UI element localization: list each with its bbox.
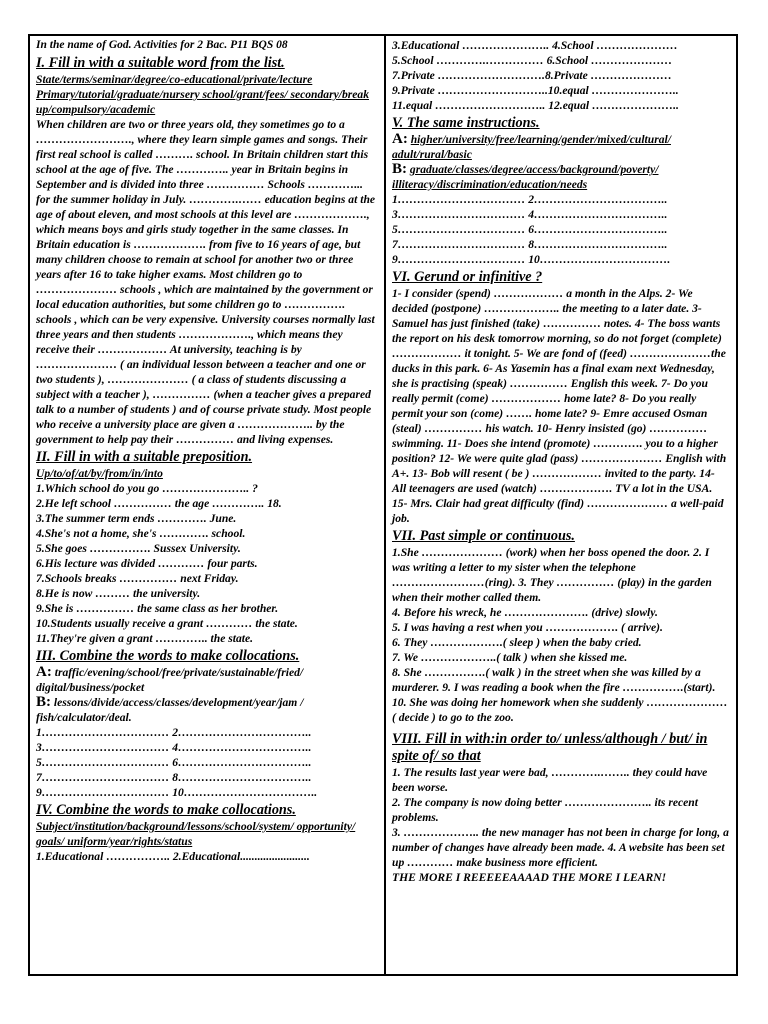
answer-line: 1…………………………… 2…………………………….. [36,726,312,739]
list-item: 4. Before his wreck, he …………………. (drive) slowly. [392,606,658,619]
answer-line: 3…………………………… 4…………………………….. [392,208,668,221]
section-7-text: 1.She ………………… (work) when her boss opened the door. 2. I was writing a letter to my sister when the telephone ……………………(ring). 3. They …………… (play) in the garden when their mother called them. [392,546,712,604]
section-4-word-list: Subject/institution/background/lessons/school/system/ opportunity/ goals/ uniform/year/rights/status [36,820,356,848]
section-1-text: When children are two or three years old, they sometimes go to a ……………………., where they learn simple games and songs. Their first real school is called ………. school. In Britain children start this school at the age of five. The ………….. year in Britain begins in September and is divided into three …………… Schools …………... for the summer holiday in July. ………….…… education begins at the age of about eleven, and most schools at this level are ………………., which means boys and girls study together in the same classes. In Britain education is ………………. from five to 16 years of age, but many children choose to remain at school for another two or three years after 16 to take higher exams. Most children go to ………………… schools , which are maintained by the government or local education authorities, but some children go to ……………. schools , which can be very expensive. University courses normally last three years and then students ………………., which means they receive their ……………… At university, teaching is by ………………… ( an individual lesson between a teacher and one or two students ), ………………… ( a class of students discussing a subject with a teacher ), …………… (when a teacher gives a prepared talk to a number of students ) and of course private study. Most people who receive a university place are given a ……………….. by the government to help pay their …………… and living expenses. [36,118,376,446]
answer-line: 5.School ………….…………… 6.School ………………… [392,54,673,67]
section-6-heading: VI. Gerund or infinitive ? [392,269,543,285]
list-item: 6.His lecture was divided ………… four parts. [36,557,258,570]
section-3-heading: III. Combine the words to make collocations. [36,648,300,664]
list-item: 8.He is now ……… the university. [36,587,201,600]
list-item: 4.She's not a home, she's …………. school. [36,527,246,540]
answer-line: 9.Private ………………………..10.equal ………………….. [392,84,679,97]
list-item: 10.Students usually receive a grant ………… the state. [36,617,298,630]
answer-line: 5…………………………… 6…………………………….. [392,223,668,236]
list-item: 7. We ………………..( talk ) when she kissed me. [392,651,628,664]
answer-line: 9…………………………… 10…………………………….. [36,786,318,799]
closing-motto: THE MORE I REEEEEAAAAD THE MORE I LEARN! [392,871,667,884]
list-a-words: traffic/evening/school/free/private/sustainable/fried/ digital/business/pocket [36,666,304,694]
answer-line: 9…………………………… 10……………………………. [392,253,671,266]
list-item: 5. I was having a rest when you ………………. ( arrive). [392,621,663,634]
section-3-list-b [36,695,378,725]
section-7-heading: VII. Past simple or continuous. [392,528,575,544]
section-5-heading: V. The same instructions. [392,115,540,131]
section-7-text-continued: 8. She …………….( walk ) in the street when she was killed by a murderer. 9. I was reading a book when the fire …………….(start). 10. She was doing her homework when she suddenly ………………… ( decide ) to go to the zoo. [392,666,728,724]
worksheet [28,34,738,976]
list-item: 9.She is …………… the same class as her brother. [36,602,279,615]
list-item: 7.Schools breaks …………… next Friday. [36,572,239,585]
answer-line: 1.Educational …………….. 2.Educational........................ [36,850,310,863]
list-item: 1. The results last year were bad, ………….…….. they could have been worse. [392,766,708,794]
answer-line: 1…………………………… 2…………………………….. [392,193,668,206]
answer-line: 7…………………………… 8…………………………….. [392,238,668,251]
list-a-label: A: [392,131,408,147]
section-1-word-list: State/terms/seminar/degree/co-educational/private/lecture Primary/tutorial/graduate/nursery school/grant/fees/ secondary/break up/compulsory/academic [36,73,370,116]
list-item: 1.Which school do you go ………………….. ? [36,482,258,495]
section-8-heading-label: VIII. Fill in with: [392,731,496,747]
section-2-heading: II. Fill in with a suitable preposition. [36,449,253,465]
section-4-heading: IV. Combine the words to make collocations. [36,802,296,818]
section-8-heading-options: in order to/ unless/although / but/ in spite of/ so that [392,731,708,764]
section-1-heading: I. Fill in with a suitable word from the list. [36,55,285,71]
list-b-label: B: [392,161,407,177]
answer-line: 7.Private ……………………….8.Private ………………… [392,69,672,82]
section-3-list-a [36,665,378,695]
list-item: 11.They're given a grant ………….. the state. [36,632,254,645]
section-2-word-list: Up/to/of/at/by/from/in/into [36,467,163,480]
list-item: 2.He left school …………… the age ………….. 18. [36,497,282,510]
right-column [386,36,736,974]
answer-line: 5…………………………… 6…………………………….. [36,756,312,769]
answer-line: 3.Educational ………………….. 4.School ………………… [392,39,678,52]
list-b-label: B: [36,694,51,710]
list-item: 5.She goes ……………. Sussex University. [36,542,241,555]
list-item: 3.The summer term ends …………. June. [36,512,237,525]
list-item: 2. The company is now doing better ………………….. its recent problems. [392,796,698,824]
list-b-words: lessons/divide/access/classes/development/year/jam / fish/calculator/deal. [36,696,304,724]
section-8-heading [392,731,730,765]
section-5-list-b [392,162,730,192]
section-6-text: 1- I consider (spend) ……………… a month in the Alps. 2- We decided (postpone) ……………….. the meeting to a later date. 3- Samuel has just finished (take) …………… notes. 4- The boss wants the report on his desk tomorrow morning, so do not forget (complete) ……………… it tonight. 5- We are fond of (feed) …………………the ducks in this park. 6- As Yasemin has a final exam next Wednesday, she is practising (speak) …………… English this week. 7- Do you really permit (come) ……………… home late? 8- Do you really permit your son (come) ……. home late? 9- Emre accused Osman (steal) …………… his watch. 10- Henry insisted (go) …………… swimming. 11- Does she intend (promote) …………. you to a higher position? 12- We were quite glad (pass) ………………… English with A+. 13- Bob will resent ( be ) ……………… invited to the party. 14- All teenagers are used (watch) ………………. TV a lot in the USA. 15- Mrs. Clair had great difficulty (find) ………………… a well-paid job. [392,287,727,525]
answer-line: 3…………………………… 4…………………………….. [36,741,312,754]
list-item: 3. ……………….. the new manager has not been in charge for long, a number of changes have already been made. 4. A website has been set up ………… make business more efficient. [392,826,729,869]
list-a-words: higher/university/free/learning/gender/mixed/cultural/ adult/rural/basic [392,133,671,161]
list-a-label: A: [36,664,52,680]
list-b-words: graduate/classes/degree/access/background/poverty/ illiteracy/discrimination/education/needs [392,163,659,191]
section-5-list-a [392,132,730,162]
list-item: 6. They ……………….( sleep ) when the baby cried. [392,636,642,649]
section-2-items [36,481,378,646]
page-title: In the name of God. Activities for 2 Bac. P11 BQS 08 [36,39,288,51]
left-column [30,36,386,974]
answer-line: 7…………………………… 8…………………………….. [36,771,312,784]
answer-line: 11.equal ……………………….. 12.equal ………………….. [392,99,679,112]
